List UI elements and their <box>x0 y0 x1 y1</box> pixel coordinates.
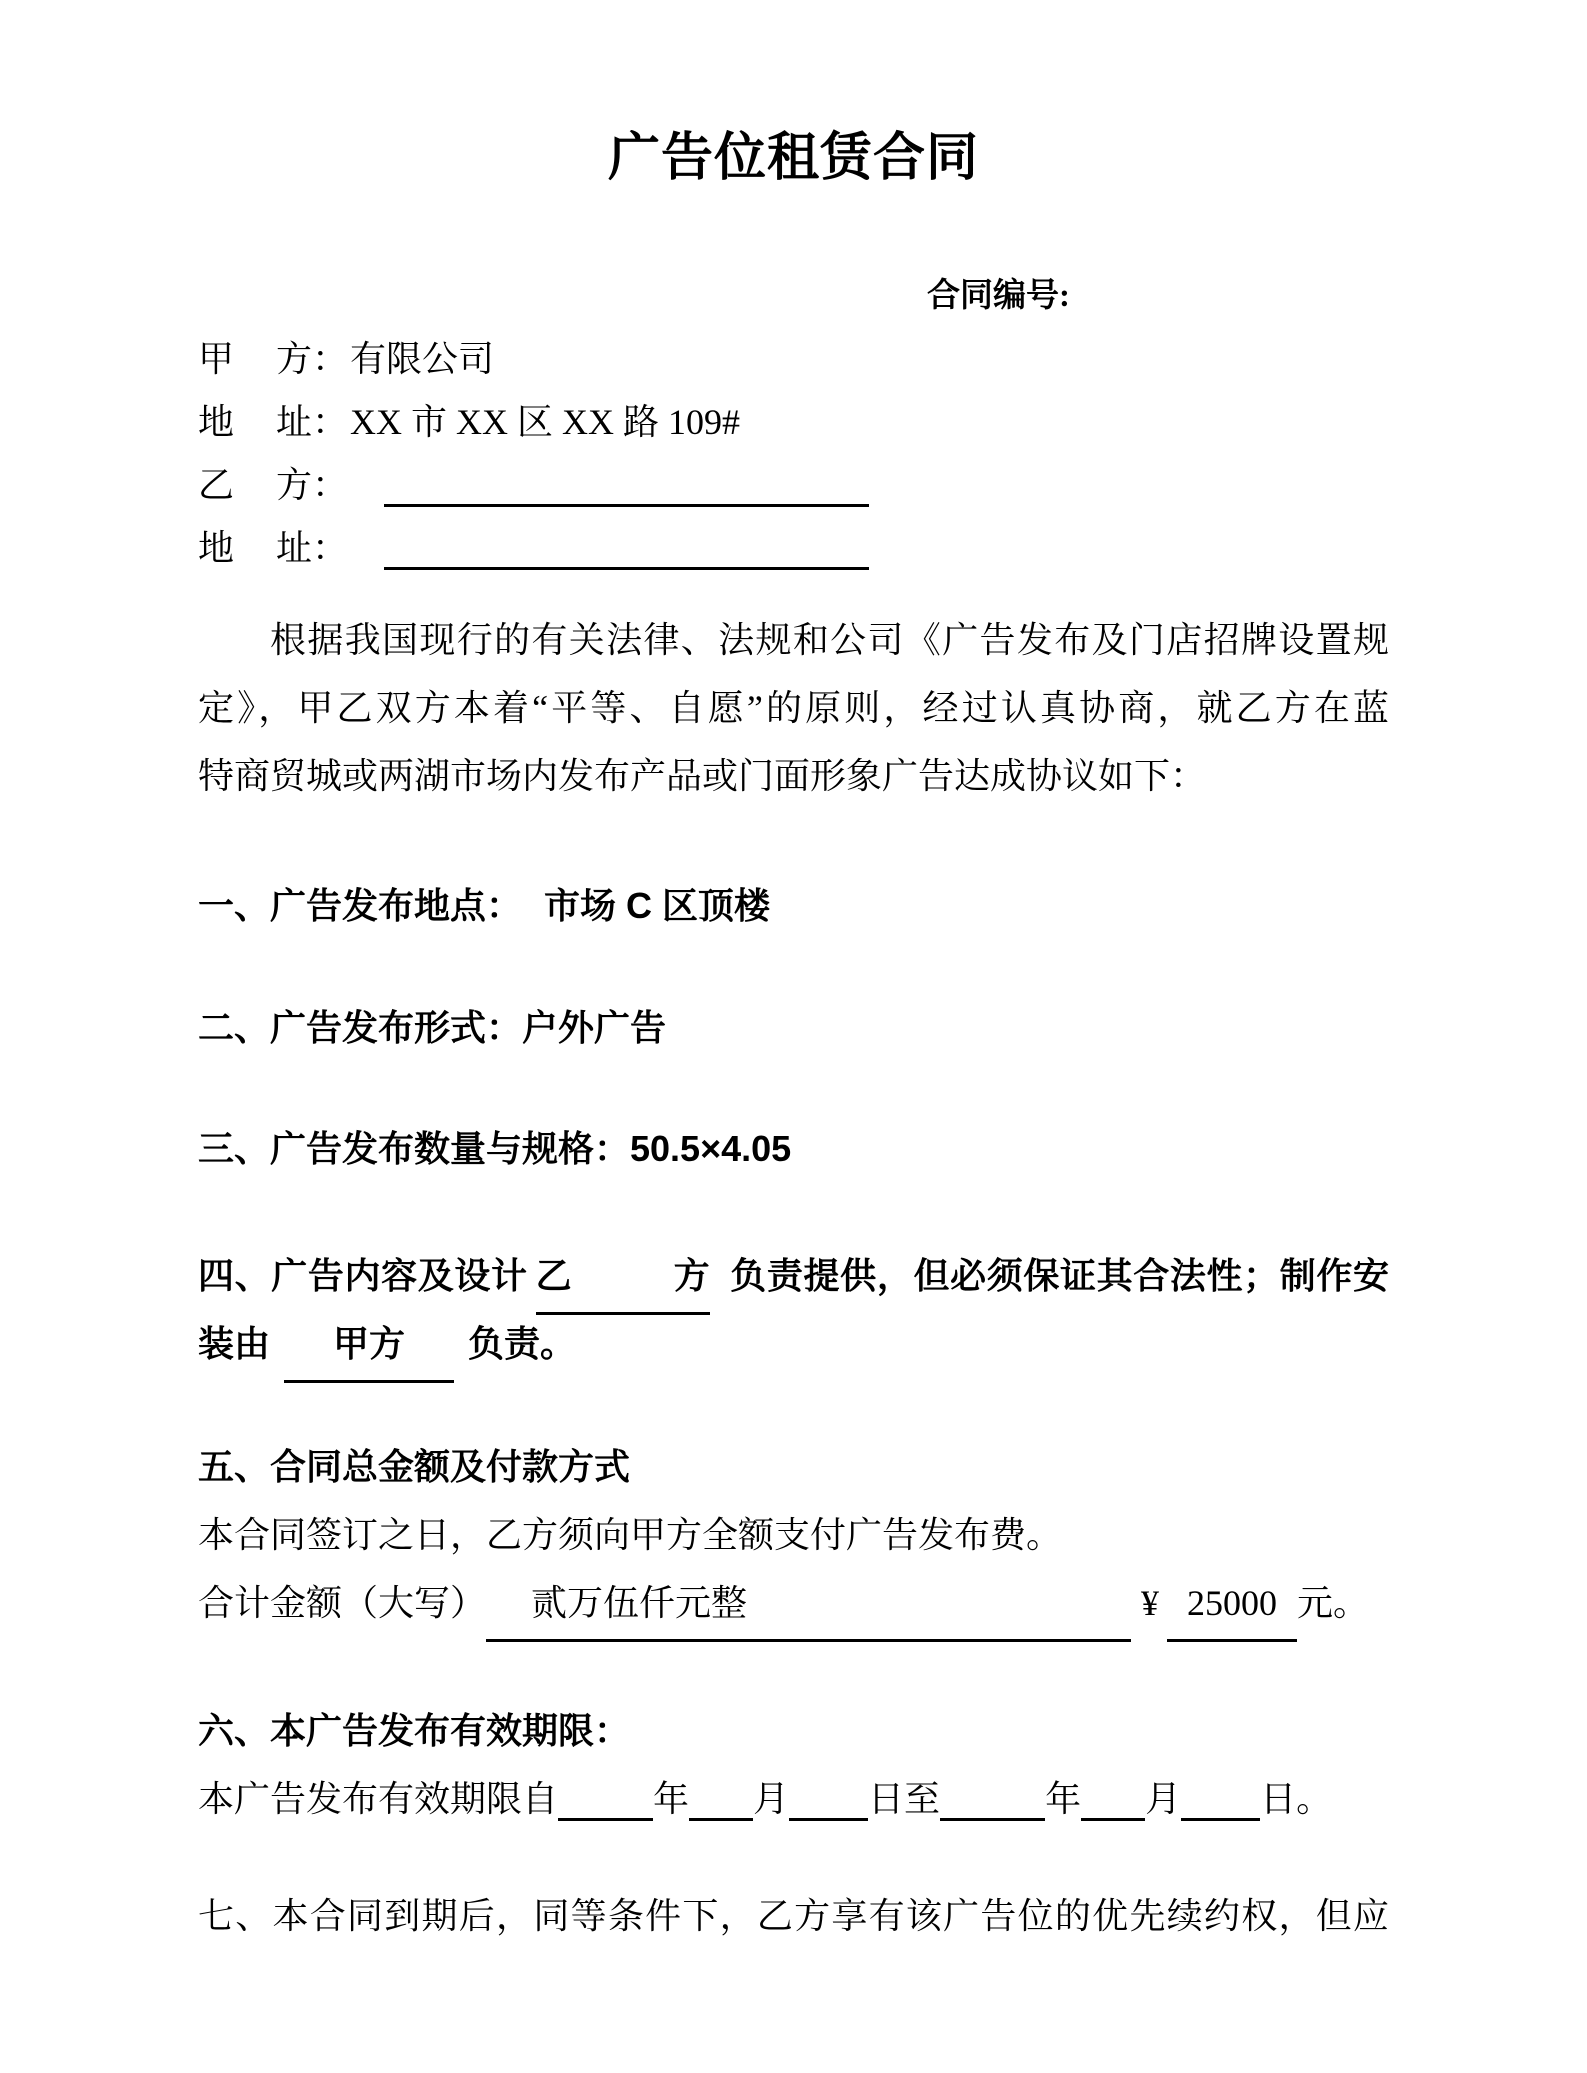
contract-number-label: 合同编号: <box>927 278 1070 314</box>
end-month-blank <box>1081 1818 1145 1821</box>
section-6-validity-period <box>198 1697 1389 1833</box>
party-label: 乙 方： <box>198 465 348 505</box>
section-4-content-design <box>198 1242 1389 1378</box>
total-amount-label: 合计金额（大写） <box>198 1583 487 1623</box>
section-5-total-amount-line <box>198 1569 1389 1637</box>
fill-in-blank-party-a-responsible: 甲方 <box>284 1310 454 1383</box>
preamble-line: 定》，甲乙双方本着“平等、自愿”的原则，经过认真协商，就乙方在蓝 <box>198 688 1389 728</box>
section-1-heading: 一、广告发布地点： <box>198 885 523 926</box>
contract-number-row <box>198 276 1389 316</box>
party-block <box>198 328 1389 580</box>
fill-in-blank-party-b <box>384 504 869 507</box>
party-value: XX 市 XX 区 XX 路 109# <box>350 402 740 442</box>
section-4-line-2: 装由 甲方 负责。 <box>198 1310 1389 1378</box>
amount-unit: 元。 <box>1297 1583 1370 1623</box>
section-1-value: 市场 C 区顶楼 <box>544 885 771 926</box>
currency-symbol: ¥ <box>1141 1583 1160 1623</box>
party-value: 有限公司 <box>350 339 495 379</box>
section-2-value: 户外广告 <box>522 1007 667 1048</box>
party-label: 地 址： <box>198 402 348 442</box>
fill-in-blank-address-b <box>384 567 869 570</box>
fill-in-blank-party-b-responsible: 乙方 <box>536 1242 710 1315</box>
start-day-blank <box>789 1818 868 1821</box>
section-3-value: 50.5×4.05 <box>630 1128 792 1169</box>
party-label: 地 址： <box>198 528 348 568</box>
page-title: 广告位租赁合同 <box>607 129 979 187</box>
section-5-payment-terms: 本合同签订之日，乙方须向甲方全额支付广告发布费。 <box>198 1515 1063 1555</box>
end-year-blank <box>940 1818 1045 1821</box>
amount-in-words-blank: 贰万伍仟元整 <box>486 1569 1131 1642</box>
party-row-b <box>198 454 1389 517</box>
end-day-blank <box>1181 1818 1260 1821</box>
preamble-line: 根据我国现行的有关法律、法规和公司《广告发布及门店招牌设置规 <box>270 620 1389 660</box>
section-6-date-line: 本广告发布有效期限自 年 月 日至 年 月 日。 <box>198 1779 1333 1819</box>
section-5-heading: 五、合同总金额及付款方式 <box>198 1446 631 1487</box>
section-2-format <box>198 994 1389 1062</box>
preamble-line: 特商贸城或两湖市场内发布产品或门面形象广告达成协议如下： <box>198 756 1207 796</box>
section-3-size <box>198 1115 1389 1183</box>
section-5-payment <box>198 1433 1389 1637</box>
section-7-renewal <box>198 1882 1389 1950</box>
section-7-text: 七、本合同到期后，同等条件下，乙方享有该广告位的优先续约权，但应 <box>198 1896 1389 1936</box>
party-address-a <box>198 391 1389 454</box>
section-2-heading: 二、广告发布形式： <box>198 1007 523 1048</box>
party-address-b <box>198 517 1389 580</box>
section-3-heading: 三、广告发布数量与规格： <box>198 1128 631 1169</box>
amount-in-figures-blank: 25000 <box>1167 1569 1297 1642</box>
party-row-a <box>198 328 1389 391</box>
section-6-heading: 六、本广告发布有效期限： <box>198 1710 631 1751</box>
section-1-location <box>198 872 1389 940</box>
start-year-blank <box>558 1818 653 1821</box>
start-month-blank <box>689 1818 753 1821</box>
preamble <box>198 606 1389 810</box>
section-4-line-1: 四、广告内容及设计 乙方 负责提供，但必须保证其合法性；制作安 <box>198 1242 1389 1310</box>
contract-document <box>0 126 1587 1950</box>
party-label: 甲 方： <box>198 339 348 379</box>
